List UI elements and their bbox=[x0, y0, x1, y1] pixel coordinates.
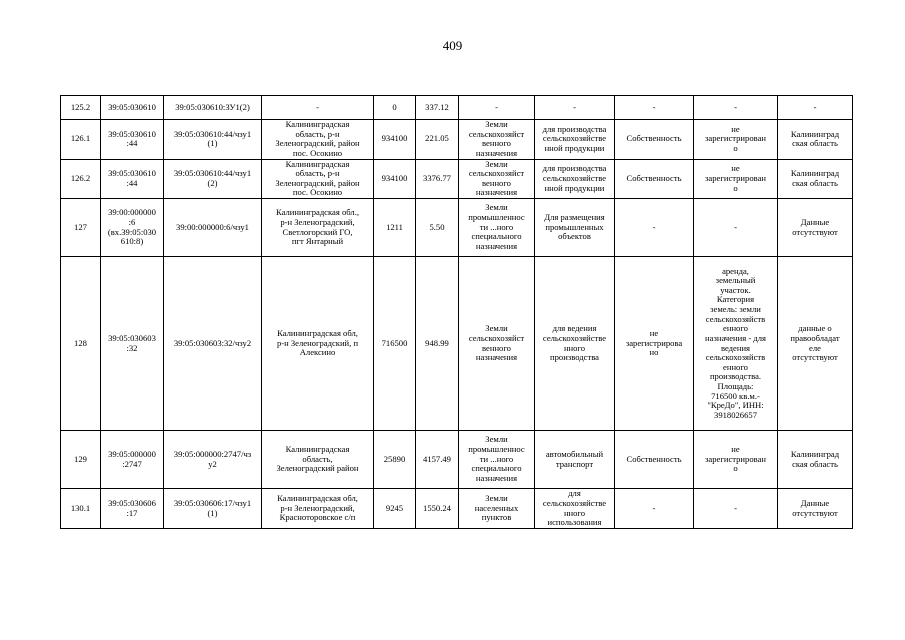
cell-row-number: 128 bbox=[61, 257, 101, 431]
cell-permitted-use: Для размещения промышленных объектов bbox=[535, 199, 615, 257]
cell-permitted-use: для сельскохозяйстве нного использования bbox=[535, 489, 615, 529]
cell-encumbrance: - bbox=[694, 96, 778, 120]
cell-cadastral-quarter: 39:05:030603 :32 bbox=[101, 257, 164, 431]
cell-right-type: Собственность bbox=[615, 159, 694, 199]
cell-right-type: - bbox=[615, 199, 694, 257]
cell-permitted-use: для производства сельскохозяйстве нной продукции bbox=[535, 120, 615, 160]
cell-row-number: 126.1 bbox=[61, 120, 101, 160]
cell-encumbrance: - bbox=[694, 489, 778, 529]
table-row bbox=[61, 489, 853, 529]
cell-land-category: Земли сельскохозяйст венного назначения bbox=[459, 159, 535, 199]
cell-area: 25890 bbox=[374, 431, 416, 489]
cell-cost: 3376.77 bbox=[416, 159, 459, 199]
cell-permitted-use: автомобильный транспорт bbox=[535, 431, 615, 489]
page-number: 409 bbox=[442, 38, 463, 53]
cell-right-type: Собственность bbox=[615, 431, 694, 489]
cell-row-number: 125.2 bbox=[61, 96, 101, 120]
cell-cadastral-quarter: 39:05:030610 bbox=[101, 96, 164, 120]
cell-encumbrance: не зарегистрирован о bbox=[694, 431, 778, 489]
cell-encumbrance: аренда, земельный участок. Категория земель: земли сельскохозяйств енного назначения - для ведения сельскохозяйств енного производства. Площадь: 716500 кв.м.- "КреДо", ИНН: 3918026657 bbox=[694, 257, 778, 431]
cell-owner: Данные отсутствуют bbox=[778, 199, 853, 257]
cell-address: Калининградская обл, р-н Зеленоградский, Красноторовское с/п bbox=[262, 489, 374, 529]
cell-area: 934100 bbox=[374, 120, 416, 160]
cell-cadastral-number: 39:05:030606:17/чзу1 (1) bbox=[164, 489, 262, 529]
cell-cadastral-quarter: 39:05:000000 :2747 bbox=[101, 431, 164, 489]
cell-area: 716500 bbox=[374, 257, 416, 431]
cell-owner: Калининград ская область bbox=[778, 159, 853, 199]
cell-land-category: Земли сельскохозяйст венного назначения bbox=[459, 257, 535, 431]
table-row bbox=[61, 257, 853, 431]
cell-cadastral-number: 39:05:000000:2747/чз у2 bbox=[164, 431, 262, 489]
cell-owner: Калининград ская область bbox=[778, 120, 853, 160]
cell-permitted-use: - bbox=[535, 96, 615, 120]
table-row bbox=[61, 96, 853, 120]
cell-right-type: не зарегистрирова но bbox=[615, 257, 694, 431]
cell-cost: 1550.24 bbox=[416, 489, 459, 529]
cell-land-category: - bbox=[459, 96, 535, 120]
cell-land-category: Земли сельскохозяйст венного назначения bbox=[459, 120, 535, 160]
table-body bbox=[61, 96, 853, 529]
cell-right-type: - bbox=[615, 96, 694, 120]
cell-land-category: Земли промышленнос ти ...ного специального назначения bbox=[459, 431, 535, 489]
table-row bbox=[61, 199, 853, 257]
cell-address: Калининградская обл., р-н Зеленоградский, Светлогорский ГО, пгт Янтарный bbox=[262, 199, 374, 257]
cell-row-number: 130.1 bbox=[61, 489, 101, 529]
cell-row-number: 127 bbox=[61, 199, 101, 257]
cell-permitted-use: для ведения сельскохозяйстве нного производства bbox=[535, 257, 615, 431]
cell-encumbrance: не зарегистрирован о bbox=[694, 159, 778, 199]
cell-owner: Данные отсутствуют bbox=[778, 489, 853, 529]
table-row bbox=[61, 120, 853, 160]
cell-cadastral-number: 39:05:030610:44/чзу1 (2) bbox=[164, 159, 262, 199]
cell-owner: данные о правообладат еле отсутствуют bbox=[778, 257, 853, 431]
cell-area: 1211 bbox=[374, 199, 416, 257]
cell-area: 0 bbox=[374, 96, 416, 120]
cell-area: 9245 bbox=[374, 489, 416, 529]
cell-cadastral-quarter: 39:05:030606 :17 bbox=[101, 489, 164, 529]
cell-land-category: Земли промышленнос ти ...ного специального назначения bbox=[459, 199, 535, 257]
cell-cost: 337.12 bbox=[416, 96, 459, 120]
cell-row-number: 126.2 bbox=[61, 159, 101, 199]
cell-cadastral-number: 39:05:030610:ЗУ1(2) bbox=[164, 96, 262, 120]
cell-address: Калининградская область, р-н Зеленоградский, район пос. Осокино bbox=[262, 120, 374, 160]
cell-cost: 948.99 bbox=[416, 257, 459, 431]
cell-right-type: - bbox=[615, 489, 694, 529]
table-row bbox=[61, 159, 853, 199]
cell-owner: Калининград ская область bbox=[778, 431, 853, 489]
cell-area: 934100 bbox=[374, 159, 416, 199]
cell-land-category: Земли населенных пунктов bbox=[459, 489, 535, 529]
table-row bbox=[61, 431, 853, 489]
land-plots-table bbox=[60, 95, 853, 529]
cell-address: - bbox=[262, 96, 374, 120]
cell-cadastral-number: 39:05:030610:44/чзу1 (1) bbox=[164, 120, 262, 160]
cell-cadastral-quarter: 39:05:030610 :44 bbox=[101, 120, 164, 160]
cell-address: Калининградская область, р-н Зеленоградский, район пос. Осокино bbox=[262, 159, 374, 199]
cell-cadastral-number: 39:00:000000:6/чзу1 bbox=[164, 199, 262, 257]
cell-cost: 221.05 bbox=[416, 120, 459, 160]
cell-encumbrance: не зарегистрирован о bbox=[694, 120, 778, 160]
cell-right-type: Собственность bbox=[615, 120, 694, 160]
cell-cadastral-quarter: 39:05:030610 :44 bbox=[101, 159, 164, 199]
cell-cost: 5.50 bbox=[416, 199, 459, 257]
cell-permitted-use: для производства сельскохозяйстве нной продукции bbox=[535, 159, 615, 199]
cell-address: Калининградская область, Зеленоградский район bbox=[262, 431, 374, 489]
cell-owner: - bbox=[778, 96, 853, 120]
cell-cadastral-quarter: 39:00:000000 :6 (вх.39:05:030 610:8) bbox=[101, 199, 164, 257]
cell-cost: 4157.49 bbox=[416, 431, 459, 489]
cell-row-number: 129 bbox=[61, 431, 101, 489]
cell-address: Калининградская обл, р-н Зеленоградский, п Алексино bbox=[262, 257, 374, 431]
cell-encumbrance: - bbox=[694, 199, 778, 257]
cell-cadastral-number: 39:05:030603:32/чзу2 bbox=[164, 257, 262, 431]
